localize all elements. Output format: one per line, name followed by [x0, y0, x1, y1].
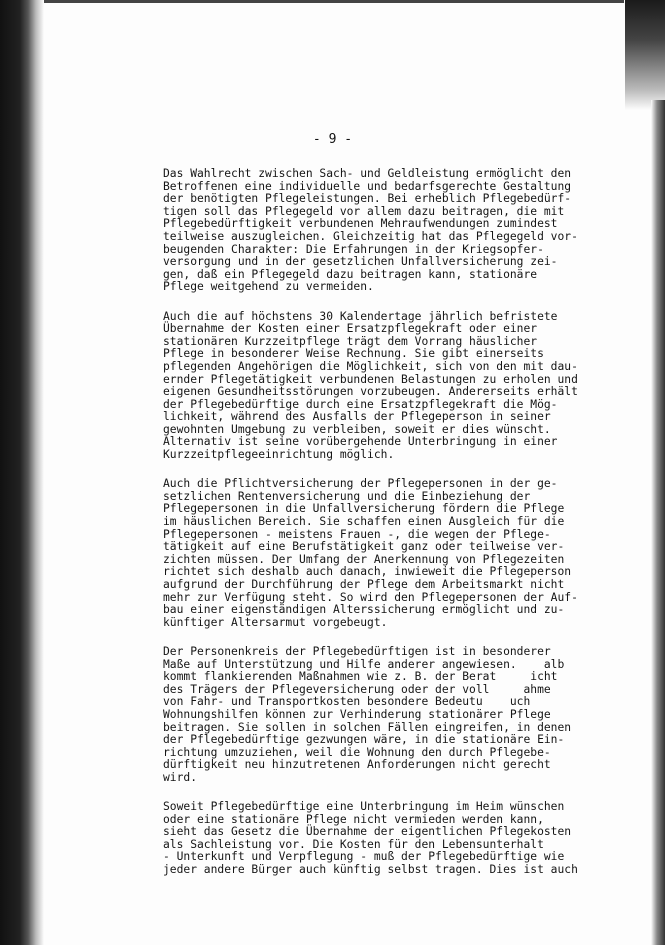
text-line: teilweise auszugleichen. Gleichzeitig hat das Pflegegeld vor- [163, 229, 578, 243]
text-line: lichkeit, während des Ausfalls der Pflegeperson in seiner [163, 410, 551, 424]
text-line: ernder Pflegetätigkeit verbundenen Belastungen zu erholen und [163, 372, 578, 386]
text-line: des Trägers der Pflegeversicherung oder der voll ahme [163, 682, 551, 696]
text-line: Pflege weitgehend zu vermeiden. [163, 280, 374, 294]
paragraph [163, 801, 608, 877]
text-line: richtet sich deshalb auch danach, inwieweit die Pflegeperson [163, 565, 572, 579]
text-line: von Fahr- und Transportkosten besondere Bedeutu uch [163, 695, 531, 709]
text-line: dürftigkeit neu hinzutretenen Anforderungen nicht gerecht [163, 758, 551, 772]
text-line: sieht das Gesetz die Übernahme der eigentlichen Pflegekosten [163, 825, 572, 839]
text-line: eigenen Gesundheitsstörungen vorzubeugen. Andererseits erhält [163, 385, 578, 399]
text-line: Übernahme der Kosten einer Ersatzpflegekraft oder einer [163, 322, 538, 336]
text-line: gewohnten Umgebung zu verbleiben, soweit er dies wünscht. [163, 422, 551, 436]
text-line: jeder andere Bürger auch künftig selbst tragen. Dies ist auch [163, 863, 578, 877]
text-line: pflegenden Angehörigen die Möglichkeit, sich von den mit dau- [163, 359, 578, 373]
text-line: Das Wahlrecht zwischen Sach- und Geldleistung ermöglicht den [163, 167, 572, 180]
text-line: beugenden Charakter: Die Erfahrungen in der Kriegsopfer- [163, 242, 544, 256]
text-line: im häuslichen Bereich. Sie schaffen einen Ausgleich für die [163, 515, 565, 529]
paragraph [163, 478, 608, 629]
text-line: beitragen. Sie sollen in solchen Fällen eingreifen, in denen [163, 720, 572, 734]
text-line: Pflegepersonen - meistens Frauen -, die wegen der Pflege- [163, 527, 551, 541]
text-line: richtung umzuziehen, weil die Wohnung den durch Pflegebe- [163, 745, 551, 759]
text-line: wird. [163, 770, 198, 784]
text-line: künftiger Altersarmut vorgebeugt. [163, 615, 388, 629]
text-line: Pflegepersonen in die Unfallversicherung fördern die Pflege [163, 502, 565, 516]
text-line: setzlichen Rentenversicherung und die Einbeziehung der [163, 489, 531, 503]
paragraph [163, 168, 608, 294]
text-line: als Sachleistung vor. Die Kosten für den Lebensunterhalt [163, 837, 544, 851]
text-line: Maße auf Unterstützung und Hilfe anderer angewiesen. alb [163, 657, 565, 671]
scan-top-right-shadow [625, 0, 665, 110]
text-line: oder eine stationäre Pflege nicht vermieden werden kann, [163, 812, 544, 826]
scan-right-edge [651, 100, 665, 945]
text-line: kommt flankierenden Maßnahmen wie z. B. der Berat icht [163, 670, 558, 684]
page-number: - 9 - [312, 132, 353, 147]
body-text [163, 168, 608, 893]
paragraph [163, 646, 608, 785]
text-line: Auch die Pflichtversicherung der Pflegepersonen in der ge- [163, 477, 558, 491]
text-line: Betroffenen eine individuelle und bedarfsgerechte Gestaltung [163, 179, 572, 193]
text-line: stationären Kurzzeitpflege trägt dem Vorrang häuslicher [163, 334, 538, 348]
text-line: aufgrund der Durchführung der Pflege dem Arbeitsmarkt nicht [163, 578, 565, 591]
text-line: Pflege in besonderer Weise Rechnung. Sie gibt einerseits [163, 347, 544, 361]
text-line: Soweit Pflegebedürftige eine Unterbringung im Heim wünschen [163, 800, 565, 814]
text-line: Kurzzeitpflegeeinrichtung möglich. [163, 448, 395, 462]
paragraph [163, 311, 608, 462]
text-line: - Unterkunft und Verpflegung - muß der Pflegebedürftige wie [163, 850, 565, 864]
text-line: der Pflegebedürftige gezwungen wäre, in die stationäre Ein- [163, 733, 565, 747]
text-line: gen, daß ein Pflegegeld dazu beitragen kann, stationäre [163, 267, 538, 281]
text-line: mehr zur Verfügung steht. So wird den Pflegepersonen der Auf- [163, 590, 578, 604]
text-line: tigen soll das Pflegegeld vor allem dazu beitragen, die mit [163, 204, 565, 218]
text-line: Der Personenkreis der Pflegebedürftigen ist in besonderer [163, 644, 551, 658]
scan-top-edge [44, 0, 624, 3]
text-line: bau einer eigenständigen Alterssicherung ermöglicht und zu- [163, 603, 565, 617]
text-line: tätigkeit auf eine Berufstätigkeit ganz oder teilweise ver- [163, 540, 565, 554]
text-line: zichten müssen. Der Umfang der Anerkennung von Pflegezeiten [163, 552, 565, 566]
text-line: der Pflegebedürftige durch eine Ersatzpflegekraft die Mög- [163, 397, 558, 411]
text-line: versorgung und in der gesetzlichen Unfallversicherung zei- [163, 255, 558, 269]
text-line: Pflegebedürftigkeit verbundenen Mehraufwendungen zumindest [163, 217, 558, 231]
text-line: Wohnungshilfen können zur Verhinderung stationärer Pflege [163, 707, 551, 721]
text-line: Auch die auf höchstens 30 Kalendertage jährlich befristete [163, 309, 558, 323]
text-line: Alternativ ist seine vorübergehende Unterbringung in einer [163, 435, 558, 449]
text-line: der benötigten Pflegeleistungen. Bei erheblich Pflegebedürf- [163, 192, 572, 206]
